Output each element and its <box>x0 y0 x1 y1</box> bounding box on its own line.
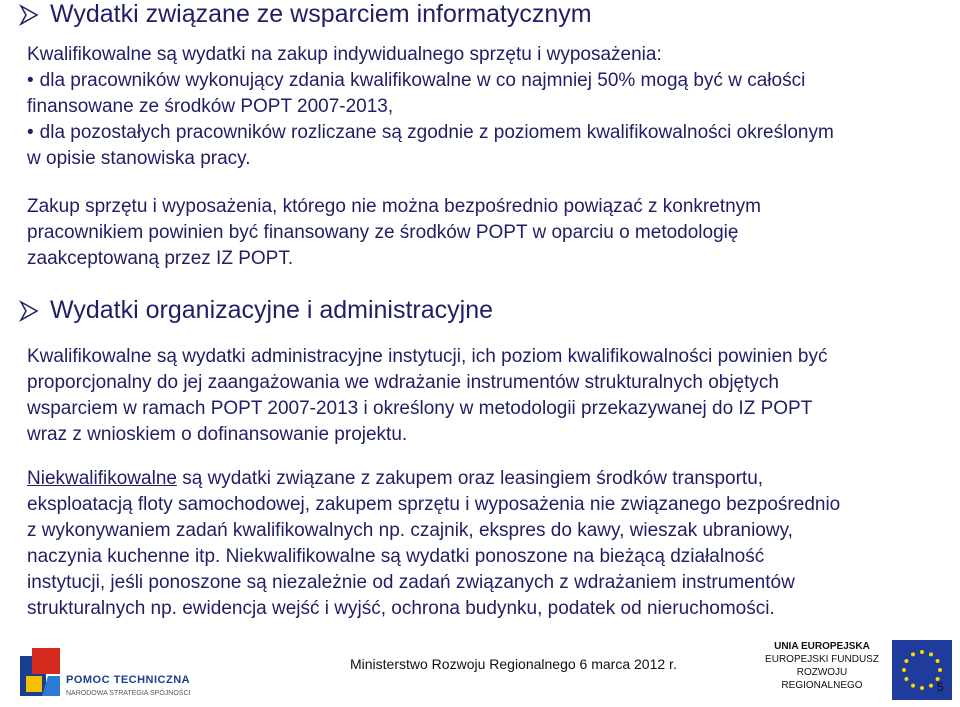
paragraph-line: naczynia kuchenne itp. Niekwalifikowalne są wydatki ponoszone na bieżącą działalność <box>27 546 765 567</box>
paragraph-line-rest: są wydatki związane z zakupem oraz leasingiem środków transportu, <box>176 468 764 489</box>
section-heading-admin <box>18 296 960 325</box>
eu-label <box>762 640 882 692</box>
arrow-bullet-icon <box>18 4 40 26</box>
logo-mark-icon <box>18 646 62 700</box>
section-heading-text: Wydatki organizacyjne i administracyjne <box>50 296 494 324</box>
eu-line-2: EUROPEJSKI FUNDUSZ <box>765 654 879 665</box>
paragraph-line: instytucji, jeśli ponoszone są niezależnie od zadań związanych z wdrażaniem instrumentów <box>27 572 795 593</box>
paragraph-line: Kwalifikowalne są wydatki administracyjne instytucji, ich poziom kwalifikowalności powinien być <box>27 346 828 367</box>
it-paragraph <box>27 194 947 272</box>
bullet-item-1: • dla pracowników wykonujący zdania kwalifikowalne w co najmniej 50% mogą być w całości <box>27 68 947 94</box>
underlined-term: Niekwalifikowalne <box>27 468 177 489</box>
paragraph-line: pracownikiem powinien być finansowany ze środków POPT w oparciu o metodologię <box>27 222 739 243</box>
logo-title: POMOC TECHNICZNA <box>66 674 191 686</box>
bullet-item-1-cont: finansowane ze środków POPT 2007-2013, <box>27 96 394 117</box>
it-text-block <box>27 42 947 172</box>
bullet-item-2: • dla pozostałych pracowników rozliczane są zgodnie z poziomem kwalifikowalności określonym <box>27 120 947 146</box>
ministry-label: Ministerstwo Rozwoju Regionalnego 6 marca 2012 r. <box>350 656 677 672</box>
footer <box>0 632 960 707</box>
section-heading-text: Wydatki związane ze wsparciem informatycznym <box>50 0 592 28</box>
it-intro: Kwalifikowalne są wydatki na zakup indywidualnego sprzętu i wyposażenia: <box>27 44 662 65</box>
paragraph-line: proporcjonalny do jej zaangażowania we wdrażanie instrumentów strukturalnych objętych <box>27 372 779 393</box>
paragraph-line: z wykonywaniem zadań kwalifikowalnych np. czajnik, ekspres do kawy, wieszak ubraniowy, <box>27 520 793 541</box>
admin-paragraph <box>27 344 947 448</box>
paragraph-line: eksploatacją floty samochodowej, zakupem sprzętu i wyposażenia nie związanego bezpośrednio <box>27 494 841 515</box>
paragraph-line <box>27 466 947 492</box>
section-heading-it <box>18 0 960 29</box>
non-eligible-paragraph <box>27 466 947 622</box>
paragraph-line: zaakceptowaną przez IZ POPT. <box>27 248 294 269</box>
eu-line-3: ROZWOJU REGIONALNEGO <box>781 667 863 691</box>
eu-line-1: UNIA EUROPEJSKA <box>774 641 870 652</box>
paragraph-line: wraz z wnioskiem o dofinansowanie projektu. <box>27 424 408 445</box>
page-number: 5 <box>937 680 944 694</box>
logo-subtitle: NARODOWA STRATEGIA SPÓJNOŚCI <box>66 690 191 697</box>
paragraph-line: Zakup sprzętu i wyposażenia, którego nie można bezpośrednio powiązać z konkretnym <box>27 196 761 217</box>
paragraph-line: strukturalnych np. ewidencja wejść i wyjść, ochrona budynku, podatek od nieruchomości. <box>27 598 775 619</box>
paragraph-line: wsparciem w ramach POPT 2007-2013 i określony w metodologii przekazywanej do IZ POPT <box>27 398 813 419</box>
bullet-item-2-cont: w opisie stanowiska pracy. <box>27 148 251 169</box>
arrow-bullet-icon <box>18 300 40 322</box>
pomoc-techniczna-logo <box>18 642 228 704</box>
